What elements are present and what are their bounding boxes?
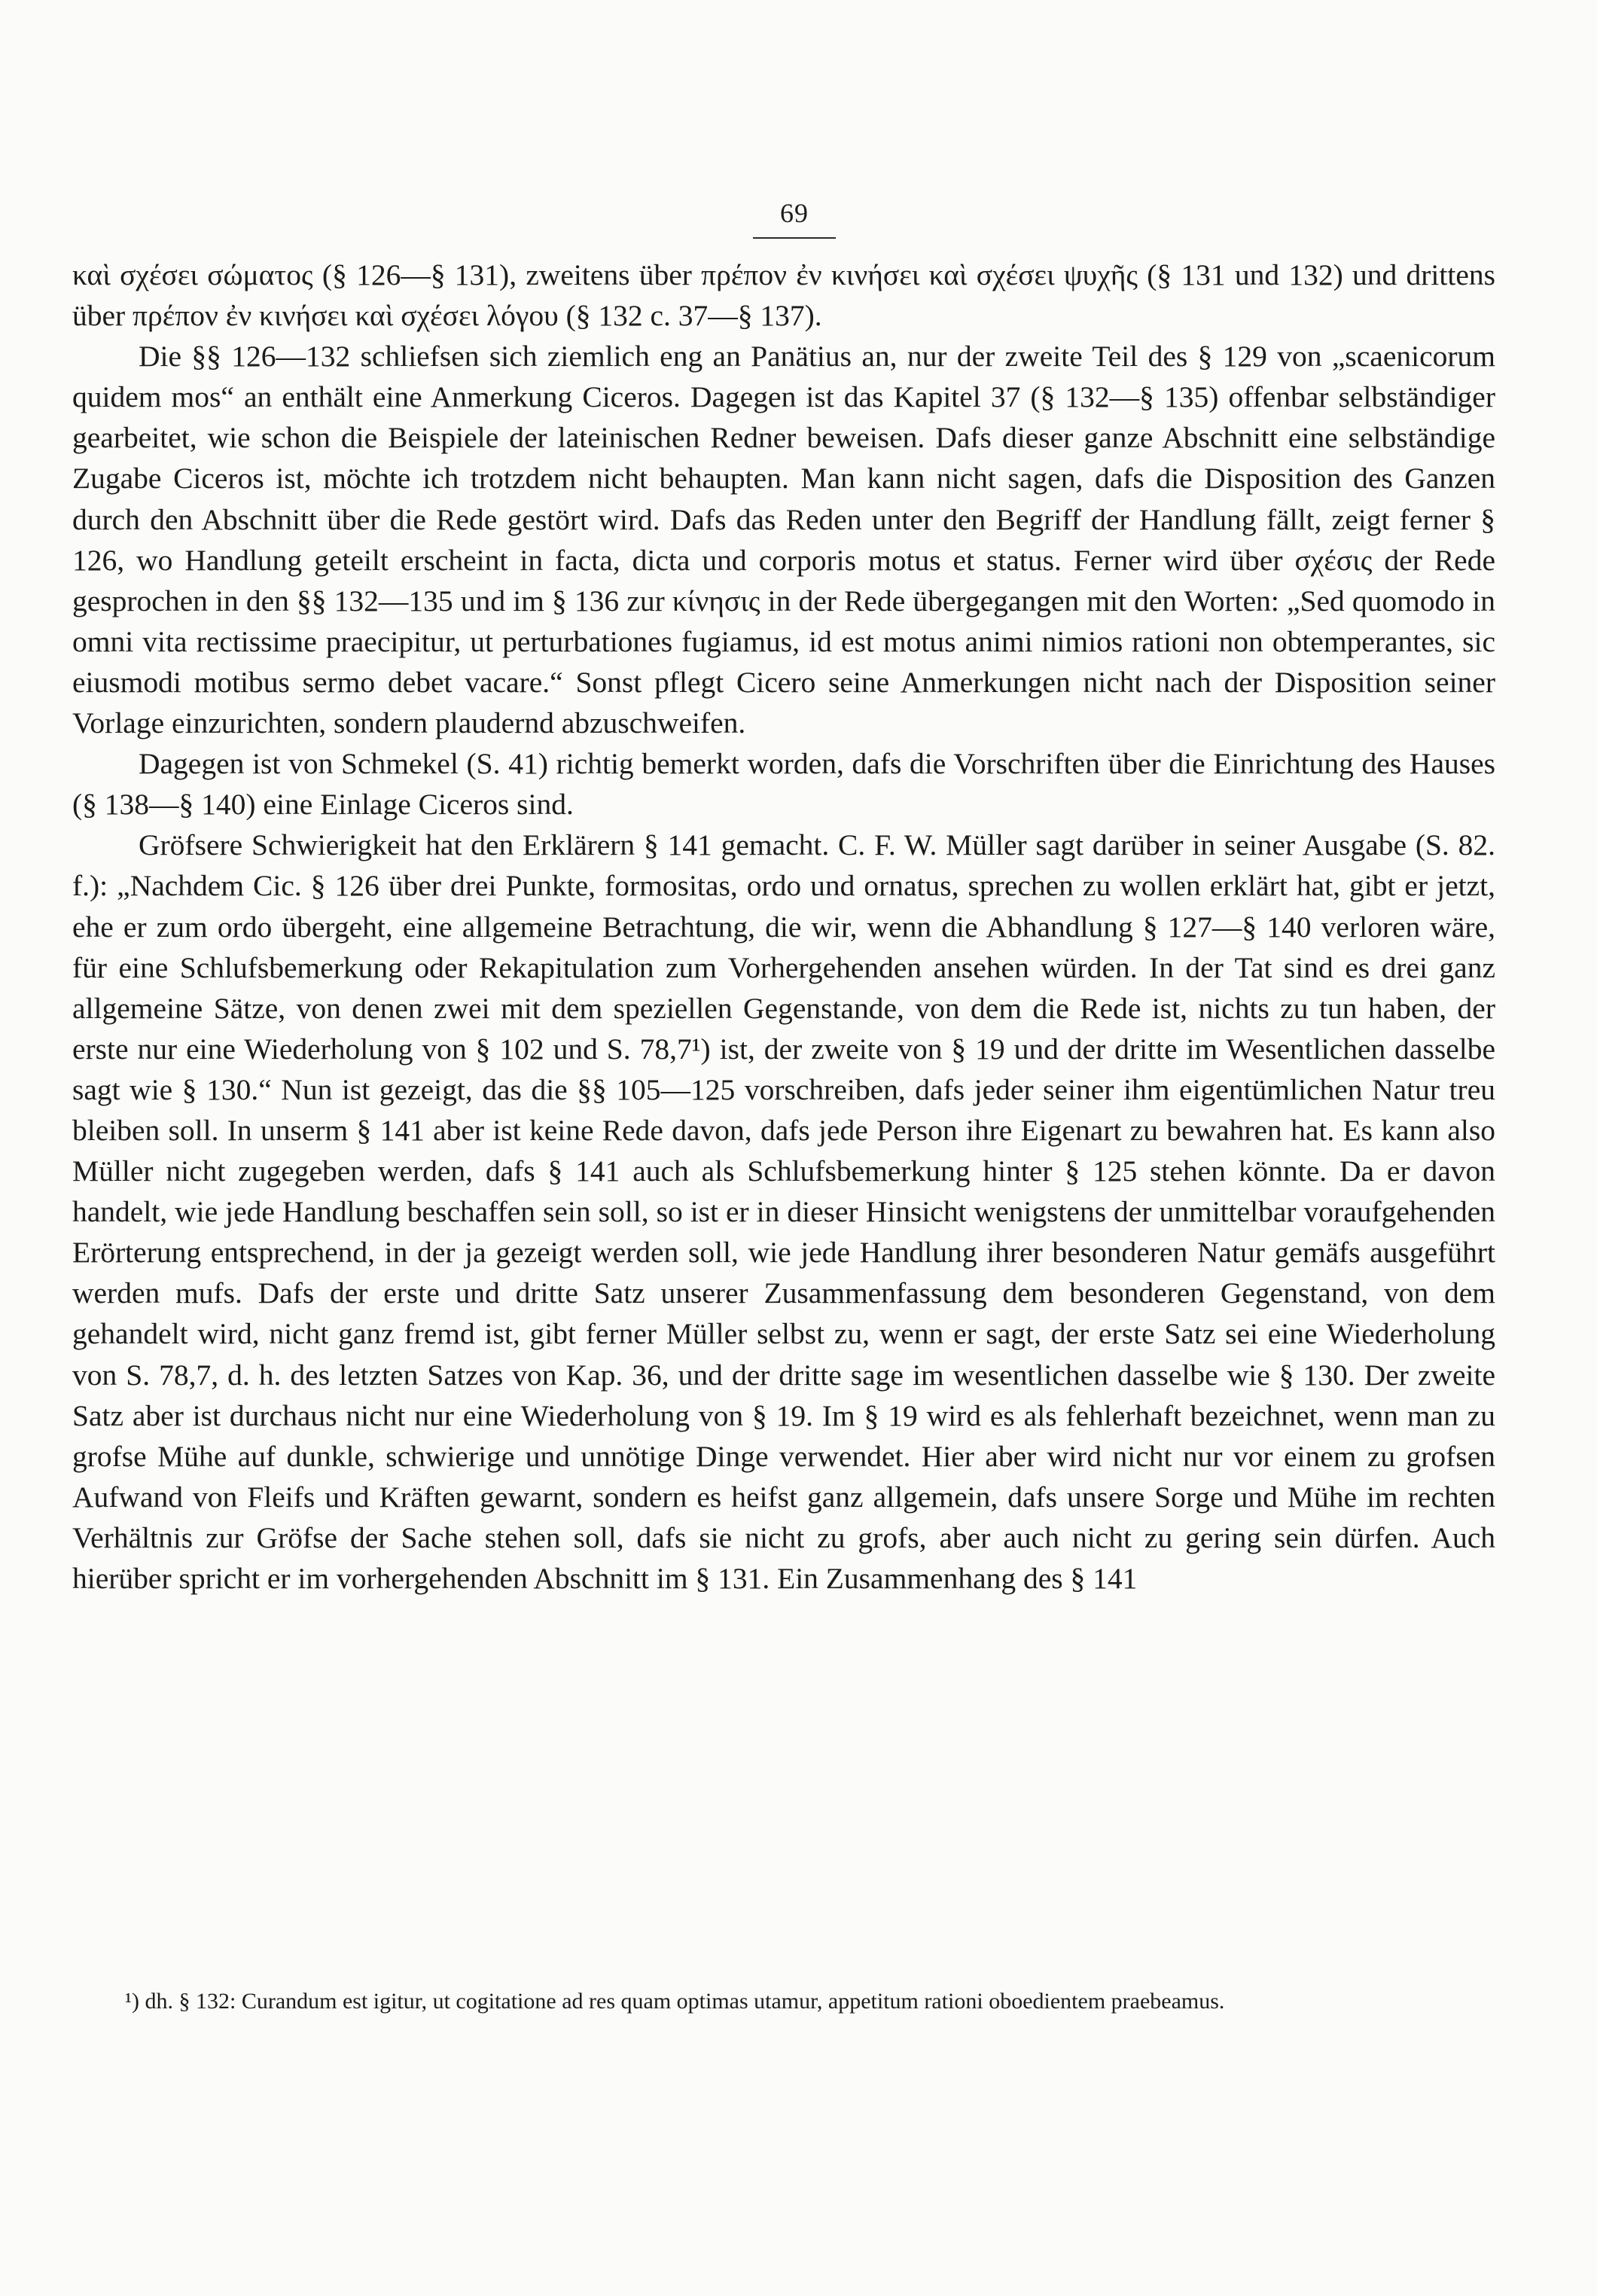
body-text [72, 255, 1495, 1599]
paragraph-continuation: καὶ σχέσει σώματος (§ 126—§ 131), zweitens über πρέπον ἐν κινήσει καὶ σχέσει ψυχῆς (§ 131 und 132) und drittens über πρέπον ἐν κινήσει καὶ σχέσει λόγου (§ 132 c. 37—§ 137). [72, 258, 1495, 333]
paragraph: Gröfsere Schwierigkeit hat den Erklärern § 141 gemacht. C. F. W. Müller sagt darüber in seiner Ausgabe (S. 82. f.): „Nachdem Cic. § 126 über drei Punkte, formositas, ordo und ornatus, sprechen zu wollen erklärt hat, gibt er jetzt, ehe er zum ordo übergeht, eine allgemeine Betrachtung, die wir, wenn die Abhandlung § 127—§ 140 verloren wäre, für eine Schlufsbemerkung oder Rekapitulation zum Vorhergehenden ansehen würden. In der Tat sind es drei ganz allgemeine Sätze, von denen zwei mit dem speziellen Gegenstande, von dem die Rede ist, nichts zu tun haben, der erste nur eine Wiederholung von § 102 und S. 78,7¹) ist, der zweite von § 19 und der dritte im Wesentlichen dasselbe sagt wie § 130.“ Nun ist gezeigt, das die §§ 105—125 vorschreiben, dafs jeder seiner ihm eigentümlichen Natur treu bleiben soll. In unserm § 141 aber ist keine Rede davon, dafs jede Person ihre Eigenart zu bewahren hat. Es kann also Müller nicht zugegeben werden, dafs § 141 auch als Schlufsbemerkung hinter § 125 stehen könnte. Da er davon handelt, wie jede Handlung beschaffen sein soll, so ist er in dieser Hinsicht wenigstens der unmittelbar voraufgehenden Erörterung entsprechend, in der ja gezeigt werden soll, wie jede Handlung ihrer besonderen Natur gemäfs ausgeführt werden mufs. Dafs der erste und dritte Satz unserer Zusammenfassung dem besonderen Gegenstand, von dem gehandelt wird, nicht ganz fremd ist, gibt ferner Müller selbst zu, wenn er sagt, der erste Satz sei eine Wiederholung von S. 78,7, d. h. des letzten Satzes von Kap. 36, und der dritte sage im wesentlichen dasselbe wie § 130. Der zweite Satz aber ist durchaus nicht nur eine Wiederholung von § 19. Im § 19 wird es als fehlerhaft bezeichnet, wenn man zu grofse Mühe auf dunkle, schwierige und unnötige Dinge verwendet. Hier aber wird nicht nur vor einem zu grofsen Aufwand von Fleifs und Kräften gewarnt, sondern es heifst ganz allgemein, dafs unsere Sorge und Mühe im rechten Verhältnis zur Gröfse der Sache stehen soll, dafs sie nicht zu grofs, aber auch nicht zu gering sein dürfen. Auch hierüber spricht er im vorhergehenden Abschnitt im § 131. Ein Zusammenhang des § 141 [72, 828, 1495, 1595]
page-number: 69 [780, 198, 809, 228]
paragraph: Die §§ 126—132 schliefsen sich ziemlich eng an Panätius an, nur der zweite Teil des § 129 von „scaenicorum quidem mos“ an enthält eine Anmerkung Ciceros. Dagegen ist das Kapitel 37 (§ 132—§ 135) offenbar selbständiger gearbeitet, wie schon die Beispiele der lateinischen Redner beweisen. Dafs dieser ganze Abschnitt eine selbständige Zugabe Ciceros ist, möchte ich trotzdem nicht behaupten. Man kann nicht sagen, dafs die Disposition des Ganzen durch den Abschnitt über die Rede gestört wird. Dafs das Reden unter den Begriff der Handlung fällt, zeigt ferner § 126, wo Handlung geteilt erscheint in facta, dicta und corporis motus et status. Ferner wird über σχέσις der Rede gesprochen in den §§ 132—135 und im § 136 zur κίνησις in der Rede übergegangen mit den Worten: „Sed quomodo in omni vita rectissime praecipitur, ut perturbationes fugiamus, id est motus animi nimios rationi non obtemperantes, sic eiusmodi motibus sermo debet vacare.“ Sonst pflegt Cicero seine Anmerkungen nicht nach der Disposition seiner Vorlage einzurichten, sondern plaudernd abzuschweifen. [72, 340, 1495, 740]
footnote-separator [72, 1970, 298, 1971]
footnote: ¹) dh. § 132: Curandum est igitur, ut cogitatione ad res quam optimas utamur, appetitum rationi oboedientem praebeamus. [125, 1989, 1225, 2014]
paragraph: Dagegen ist von Schmekel (S. 41) richtig bemerkt worden, dafs die Vorschriften über die Einrichtung des Hauses (§ 138—§ 140) eine Einlage Ciceros sind. [72, 747, 1495, 822]
page-number-rule [753, 237, 836, 239]
